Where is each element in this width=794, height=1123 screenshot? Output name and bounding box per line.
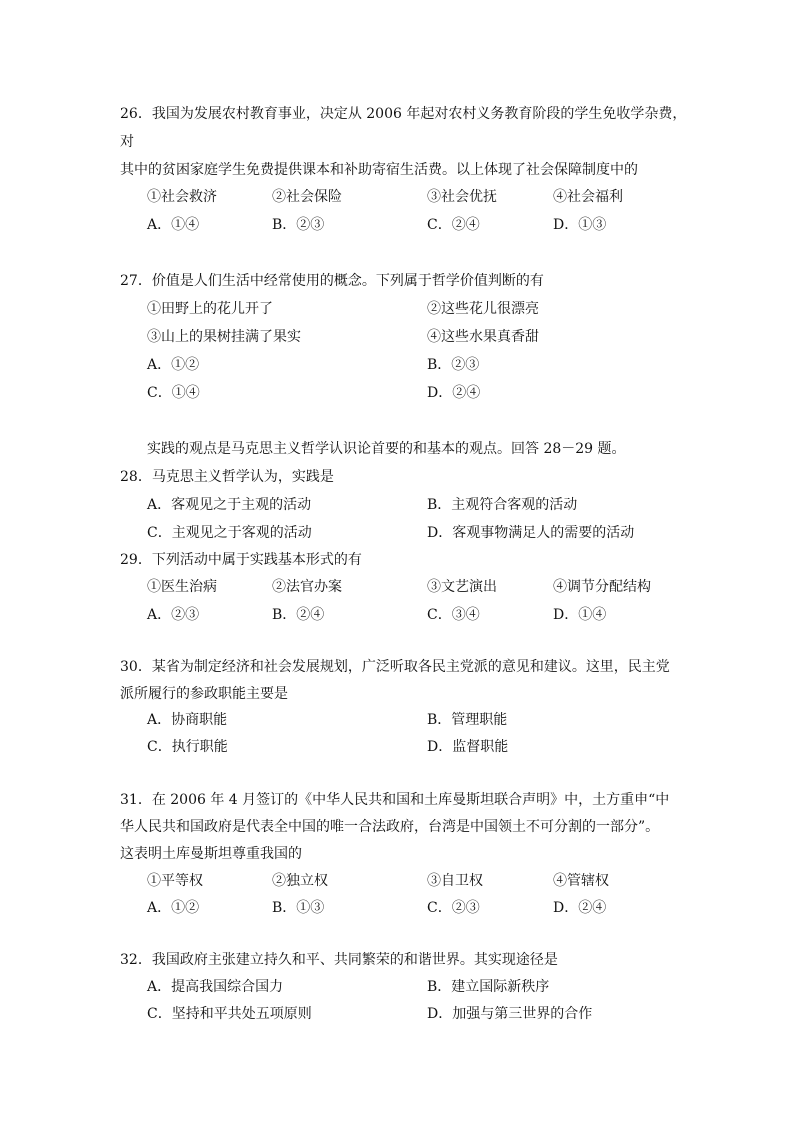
question-26-option-d: D．①③	[553, 217, 607, 233]
question-26-item-4: ④社会福利	[553, 189, 623, 205]
intro-28-29: 实践的观点是马克思主义哲学认识论首要的和基本的观点。回答 28－29 题。	[147, 441, 626, 457]
question-31-option-d: D．②④	[553, 900, 607, 916]
question-31-item-2: ②独立权	[272, 873, 328, 889]
question-30-option-b: B．管理职能	[427, 712, 508, 728]
question-27-item-3: ③山上的果树挂满了果实	[147, 329, 301, 345]
question-26-option-a: A．①④	[147, 217, 200, 233]
question-26-option-c: C．②④	[427, 217, 480, 233]
question-31-item-3: ③自卫权	[427, 873, 483, 889]
question-32-option-b: B．建立国际新秩序	[427, 979, 550, 995]
question-30-option-d: D．监督职能	[427, 739, 509, 755]
question-27-option-b: B．②③	[427, 357, 480, 373]
question-26-item-2: ②社会保险	[272, 189, 342, 205]
question-27-item-4: ④这些水果真香甜	[427, 329, 539, 345]
question-31-stem-line3: 这表明土库曼斯坦尊重我国的	[120, 846, 302, 862]
question-30-option-a: A．协商职能	[147, 712, 228, 728]
question-26-stem-line3: 其中的贫困家庭学生免费提供课本和补助寄宿生活费。以上体现了社会保障制度中的	[120, 162, 638, 178]
question-27-item-2: ②这些花儿很漂亮	[427, 301, 539, 317]
question-28-option-c: C．主观见之于客观的活动	[147, 525, 312, 541]
question-30-stem-line1: 30．某省为制定经济和社会发展规划，广泛听取各民主党派的意见和建议。这里，民主党	[120, 659, 670, 675]
question-31-option-b: B．①③	[272, 900, 325, 916]
question-26-item-1: ①社会救济	[147, 189, 217, 205]
question-29-item-3: ③文艺演出	[427, 579, 497, 595]
question-27-option-c: C．①④	[147, 385, 200, 401]
question-32-option-d: D．加强与第三世界的合作	[427, 1006, 593, 1022]
question-31-stem-line1: 31．在 2006 年 4 月签订的《中华人民共和国和土库曼斯坦联合声明》中，土方重申“中	[120, 792, 670, 808]
question-26-option-b: B．②③	[272, 217, 325, 233]
question-27-option-a: A．①②	[147, 357, 200, 373]
question-28-stem: 28．马克思主义哲学认为，实践是	[120, 469, 334, 485]
question-30-option-c: C．执行职能	[147, 739, 228, 755]
question-32-option-a: A．提高我国综合国力	[147, 979, 284, 995]
question-28-option-b: B．主观符合客观的活动	[427, 497, 578, 513]
question-31-option-a: A．①②	[147, 900, 200, 916]
question-27-item-1: ①田野上的花儿开了	[147, 301, 273, 317]
question-31-stem-line2: 华人民共和国政府是代表全中国的唯一合法政府，台湾是中国领土不可分割的一部分”。	[120, 819, 660, 835]
question-29-option-d: D．①④	[553, 607, 607, 623]
question-29-option-a: A．②③	[147, 607, 200, 623]
question-29-option-b: B．②④	[272, 607, 325, 623]
question-32-stem: 32．我国政府主张建立持久和平、共同繁荣的和谐世界。其实现途径是	[120, 952, 558, 968]
question-31-item-4: ④管辖权	[553, 873, 609, 889]
question-29-item-1: ①医生治病	[147, 579, 217, 595]
question-26-item-3: ③社会优抚	[427, 189, 497, 205]
question-28-option-a: A．客观见之于主观的活动	[147, 497, 312, 513]
question-26-stem-line1: 26．我国为发展农村教育事业，决定从 2006 年起对农村义务教育阶段的学生免收学杂费，	[120, 106, 687, 122]
question-27-stem: 27．价值是人们生活中经常使用的概念。下列属于哲学价值判断的有	[120, 273, 544, 289]
question-29-option-c: C．③④	[427, 607, 480, 623]
question-31-option-c: C．②③	[427, 900, 480, 916]
question-29-stem: 29．下列活动中属于实践基本形式的有	[120, 552, 362, 568]
question-29-item-4: ④调节分配结构	[553, 579, 651, 595]
question-27-option-d: D．②④	[427, 385, 481, 401]
question-28-option-d: D．客观事物满足人的需要的活动	[427, 525, 635, 541]
question-31-item-1: ①平等权	[147, 873, 203, 889]
question-32-option-c: C．坚持和平共处五项原则	[147, 1006, 312, 1022]
question-30-stem-line2: 派所履行的参政职能主要是	[120, 686, 288, 702]
question-29-item-2: ②法官办案	[272, 579, 342, 595]
question-26-stem-line2: 对	[120, 134, 134, 150]
